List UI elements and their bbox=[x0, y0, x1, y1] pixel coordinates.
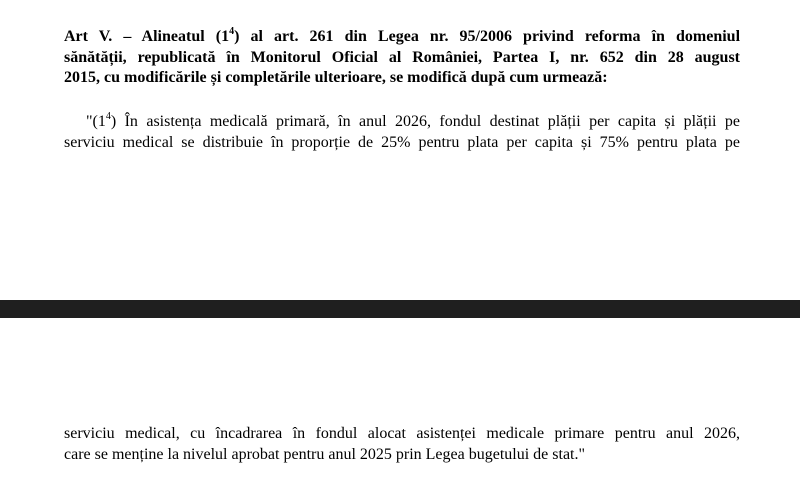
paragraph-line bbox=[64, 112, 740, 133]
amended-paragraph bbox=[64, 112, 740, 153]
article-heading-text: ) al art. 261 din Legea nr. 95/2006 privind reforma în domeniul bbox=[234, 28, 741, 45]
paragraph-line: serviciu medical se distribuie în proporție de 25% pentru plata per capita și 75% pentru plata pe bbox=[64, 133, 740, 151]
article-heading bbox=[64, 27, 740, 89]
article-heading-line bbox=[64, 27, 740, 48]
paragraph-line: serviciu medical, cu încadrarea în fondul alocat asistenței medicale primare pentru anul 2026, bbox=[64, 425, 740, 442]
document-page-bottom bbox=[0, 318, 800, 504]
superscript-number: 4 bbox=[105, 110, 111, 122]
paragraph-line: care se menține la nivelul aprobat pentru anul 2025 prin Legea bugetului de stat." bbox=[64, 445, 586, 463]
amended-paragraph-continued bbox=[64, 424, 740, 465]
page-separator bbox=[0, 300, 800, 318]
paragraph-text: "(1 bbox=[86, 113, 106, 130]
article-heading-line: sănătății, republicată în Monitorul Oficial al României, Partea I, nr. 652 din 28 august bbox=[64, 48, 740, 66]
article-heading-line: 2015, cu modificările și completările ulterioare, se modifică după cum urmează: bbox=[64, 69, 608, 87]
article-heading-text: Art V. – Alineatul (1 bbox=[64, 28, 230, 45]
superscript-number: 4 bbox=[229, 25, 235, 37]
paragraph-text: ) În asistența medicală primară, în anul 2026, fondul destinat plății per capita și plății pe bbox=[110, 113, 740, 130]
